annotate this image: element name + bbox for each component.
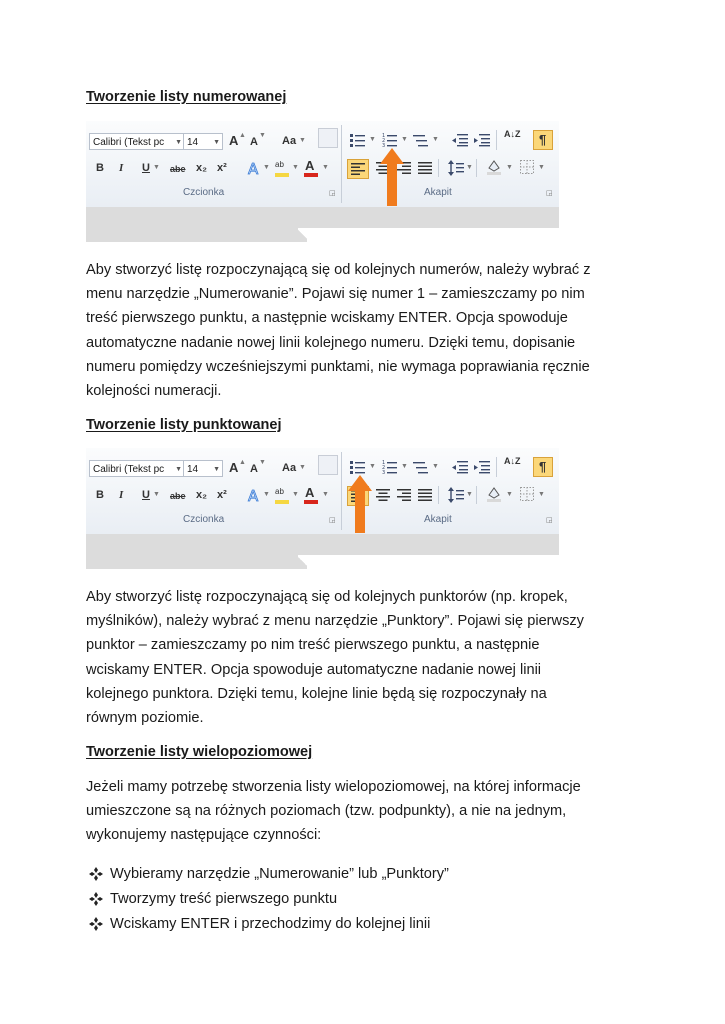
justify-icon[interactable] [418, 162, 432, 174]
chevron-down-icon: ▼ [506, 491, 513, 498]
decrease-indent-icon[interactable] [452, 460, 468, 474]
chevron-down-icon: ▼ [292, 164, 299, 171]
grow-font-button[interactable]: A [229, 460, 239, 475]
font-color-swatch [304, 500, 318, 504]
text-line: myślników), należy wybrać z menu narzędzie „Punktory”. Pojawi się pierwszy [86, 613, 584, 630]
svg-text:2: 2 [382, 465, 386, 471]
shading-icon[interactable] [486, 159, 502, 175]
shading-icon[interactable] [486, 486, 502, 502]
chevron-down-icon: ▼ [263, 164, 270, 171]
chevron-down-icon: ▼ [153, 164, 160, 171]
increase-indent-icon[interactable] [474, 133, 490, 147]
ribbon-screenshot-numbering [86, 121, 559, 242]
font-name-value: Calibri (Tekst pc [93, 464, 165, 475]
highlight-button[interactable]: ab [275, 160, 284, 169]
strikethrough-button[interactable]: abe [170, 491, 186, 501]
sort-button[interactable]: A↓Z [504, 456, 521, 466]
clear-formatting-icon[interactable] [318, 455, 338, 475]
group-label-paragraph: Akapit [424, 187, 452, 198]
align-left-button[interactable] [347, 159, 369, 179]
four-diamond-bullet-icon [86, 867, 106, 881]
text-effects-icon[interactable] [246, 160, 262, 176]
strikethrough-button[interactable]: abe [170, 164, 186, 174]
clear-formatting-icon[interactable] [318, 128, 338, 148]
down-arrow-icon: ▼ [259, 132, 266, 139]
four-diamond-bullet-icon [86, 892, 106, 906]
font-name-select[interactable] [89, 460, 185, 477]
font-size-select[interactable] [183, 460, 223, 477]
chevron-down-icon: ▼ [369, 463, 376, 470]
paragraph-numbered-list [86, 258, 646, 403]
heading-bulleted-list: Tworzenie listy punktowanej [86, 417, 282, 433]
text-line: treść pierwszego punktu, a następnie wciskamy ENTER. Opcja spowoduje [86, 310, 568, 327]
chevron-down-icon: ▼ [401, 463, 408, 470]
align-center-icon[interactable] [376, 489, 390, 501]
svg-text:A: A [248, 160, 259, 176]
list-item [86, 911, 449, 936]
chevron-down-icon: ▼ [299, 137, 306, 144]
font-size-value: 14 [187, 464, 199, 475]
text-line: kolejnego punktora. Dzięki temu, kolejne linie będą się rozpoczynały na [86, 685, 547, 702]
text-line: równym poziomie. [86, 710, 204, 727]
justify-icon[interactable] [418, 489, 432, 501]
align-right-icon[interactable] [397, 489, 411, 501]
chevron-down-icon: ▼ [322, 164, 329, 171]
svg-text:1: 1 [382, 133, 386, 139]
dialog-launcher-icon[interactable]: ◲ [329, 517, 336, 524]
text-line: automatyczne nadanie nowej linii kolejnego numeru. Dzięki temu, dopisanie [86, 334, 576, 351]
align-left-icon [351, 163, 365, 175]
up-arrow-icon: ▲ [239, 459, 246, 466]
italic-button[interactable]: I [119, 162, 124, 174]
four-diamond-bullet-icon [86, 917, 106, 931]
chevron-down-icon: ▼ [175, 466, 182, 473]
increase-indent-icon[interactable] [474, 460, 490, 474]
chevron-down-icon: ▼ [299, 464, 306, 471]
shrink-font-button[interactable]: A [250, 136, 258, 148]
superscript-button[interactable]: x² [217, 162, 227, 174]
change-case-button[interactable]: Aa [282, 462, 297, 474]
chevron-down-icon: ▼ [466, 491, 473, 498]
chevron-down-icon: ▼ [292, 491, 299, 498]
multilevel-list-icon[interactable] [413, 460, 429, 474]
text-line: umieszczone są na różnych poziomach (tzw. podpunkty), a nie na jednym, [86, 803, 567, 820]
list-item-text: Wybieramy narzędzie „Numerowanie” lub „Punktory” [110, 865, 449, 882]
ribbon-toolbar [86, 121, 559, 208]
dialog-launcher-icon[interactable]: ◲ [546, 190, 553, 197]
bold-button[interactable]: B [96, 162, 104, 174]
orange-arrow-icon [348, 475, 372, 533]
heading-multilevel-list: Tworzenie listy wielopoziomowej [86, 744, 313, 760]
chevron-down-icon: ▼ [432, 136, 439, 143]
list-item [86, 886, 449, 911]
divider [438, 486, 439, 504]
font-size-select[interactable] [183, 133, 223, 150]
chevron-down-icon: ▼ [213, 466, 220, 473]
chevron-down-icon: ▼ [466, 164, 473, 171]
underline-button[interactable]: U [142, 489, 150, 501]
highlight-color-swatch [275, 173, 289, 177]
chevron-down-icon: ▼ [369, 136, 376, 143]
numbering-icon[interactable] [382, 460, 398, 474]
grow-font-button[interactable]: A [229, 133, 239, 148]
divider [476, 486, 477, 504]
group-divider [341, 452, 342, 530]
down-arrow-icon: ▼ [259, 459, 266, 466]
ribbon-toolbar [86, 448, 559, 535]
font-color-button[interactable]: A [305, 158, 315, 173]
ribbon-screenshot-bullets [86, 448, 559, 569]
svg-text:3: 3 [382, 143, 386, 147]
font-name-select[interactable] [89, 133, 185, 150]
group-divider [341, 125, 342, 203]
sort-button[interactable]: A↓Z [504, 129, 521, 139]
chevron-down-icon: ▼ [401, 136, 408, 143]
svg-text:3: 3 [382, 470, 386, 474]
chevron-down-icon: ▼ [263, 491, 270, 498]
decrease-indent-icon[interactable] [452, 133, 468, 147]
up-arrow-icon: ▲ [239, 132, 246, 139]
subscript-button[interactable]: x₂ [196, 162, 208, 174]
divider [496, 457, 497, 477]
chevron-down-icon: ▼ [506, 164, 513, 171]
divider [476, 159, 477, 177]
line-spacing-icon[interactable] [448, 160, 464, 176]
list-item-text: Wciskamy ENTER i przechodzimy do kolejnej linii [110, 915, 431, 932]
superscript-button[interactable]: x² [217, 489, 227, 501]
chevron-down-icon: ▼ [213, 139, 220, 146]
text-line: wykonujemy następujące czynności: [86, 827, 322, 844]
pilcrow-icon: ¶ [539, 132, 547, 147]
shrink-font-button[interactable]: A [250, 463, 258, 475]
italic-button[interactable]: I [119, 489, 124, 501]
text-line: kolejności numeracji. [86, 383, 222, 400]
multilevel-list-icon[interactable] [413, 133, 429, 147]
chevron-down-icon: ▼ [153, 491, 160, 498]
font-name-value: Calibri (Tekst pc [93, 137, 165, 148]
chevron-down-icon: ▼ [432, 463, 439, 470]
highlight-color-swatch [275, 500, 289, 504]
bullet-list [86, 861, 449, 936]
font-color-button[interactable]: A [305, 485, 315, 500]
text-line: Jeżeli mamy potrzebę stworzenia listy wielopoziomowej, na której informacje [86, 779, 581, 795]
divider [438, 159, 439, 177]
chevron-down-icon: ▼ [538, 491, 545, 498]
highlight-button[interactable]: ab [275, 487, 284, 496]
chevron-down-icon: ▼ [322, 491, 329, 498]
group-label-paragraph: Akapit [424, 514, 452, 525]
numbering-icon[interactable] [382, 133, 398, 147]
text-line: punktor – zamieszczamy po nim treść pierwszego punktu, a następnie [86, 637, 540, 654]
text-line: wciskamy ENTER. Opcja spowoduje automatyczne nadanie nowej linii [86, 661, 542, 678]
heading-numbered-list: Tworzenie listy numerowanej [86, 89, 287, 105]
chevron-down-icon: ▼ [175, 139, 182, 146]
text-line: Aby stworzyć listę rozpoczynającą się od kolejnych punktorów (np. kropek, [86, 589, 568, 605]
text-effects-icon[interactable] [246, 487, 262, 503]
dialog-launcher-icon[interactable]: ◲ [329, 190, 336, 197]
page-edge [307, 228, 559, 242]
list-item [86, 861, 449, 886]
svg-text:A: A [248, 487, 259, 503]
text-line: menu narzędzie „Numerowanie”. Pojawi się numer 1 – zamieszczamy po nim [86, 286, 585, 303]
text-line: numeru pomiędzy wcześniejszymi punktami, nie wymaga poprawiania ręcznie [86, 358, 590, 375]
font-size-value: 14 [187, 137, 199, 148]
font-color-swatch [304, 173, 318, 177]
svg-text:1: 1 [382, 460, 386, 466]
text-line: Aby stworzyć listę rozpoczynającą się od kolejnych numerów, należy wybrać z [86, 262, 591, 278]
svg-text:2: 2 [382, 138, 386, 144]
divider [496, 130, 497, 150]
bullets-icon[interactable] [350, 460, 366, 474]
pilcrow-icon: ¶ [539, 459, 547, 474]
borders-icon[interactable] [520, 160, 534, 174]
dialog-launcher-icon[interactable]: ◲ [546, 517, 553, 524]
paragraph-multilevel-list [86, 775, 646, 848]
subscript-button[interactable]: x₂ [196, 489, 208, 501]
page-edge [307, 555, 559, 569]
show-formatting-button[interactable] [533, 130, 553, 150]
borders-icon[interactable] [520, 487, 534, 501]
paragraph-bulleted-list [86, 585, 646, 730]
bullets-icon[interactable] [350, 133, 366, 147]
group-label-font: Czcionka [183, 514, 225, 525]
orange-arrow-icon [380, 148, 404, 206]
list-item-text: Tworzymy treść pierwszego punktu [110, 890, 338, 907]
line-spacing-icon[interactable] [448, 487, 464, 503]
group-label-font: Czcionka [183, 187, 225, 198]
show-formatting-button[interactable] [533, 457, 553, 477]
bold-button[interactable]: B [96, 489, 104, 501]
underline-button[interactable]: U [142, 162, 150, 174]
chevron-down-icon: ▼ [538, 164, 545, 171]
change-case-button[interactable]: Aa [282, 135, 297, 147]
